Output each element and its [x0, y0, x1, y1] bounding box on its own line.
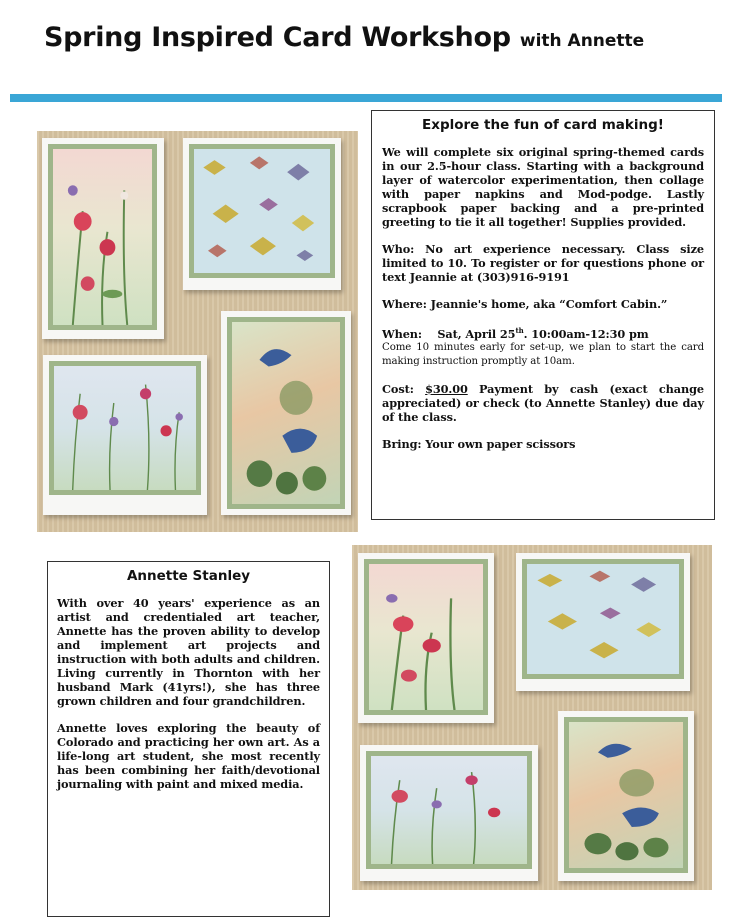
bird-art: [232, 322, 340, 504]
meadow-art-2: [371, 756, 527, 864]
card-butterflies: [183, 138, 341, 290]
info-bring: Bring: Your own paper scissors: [382, 436, 576, 451]
when-date-suffix: th: [515, 326, 524, 335]
cost-label: Cost:: [382, 381, 414, 396]
title-subtitle: with Annette: [519, 31, 645, 51]
card-meadow-2: [360, 745, 538, 881]
bio-paragraph-1: With over 40 years' experience as an artist and credentialed art teacher, Annette has the proven ability to develop and implement art projects and instruction with both adults and children. Living currently in Thornton with her husband Mark (41yrs!), she has three grown children and four grandchildren.: [57, 596, 320, 708]
butterfly-art-2: [527, 564, 679, 674]
butterfly-art: [194, 149, 330, 273]
when-date: Sat, April 25: [437, 326, 516, 341]
card-meadow: [43, 355, 207, 515]
info-intro: We will complete six original spring-themed cards in our 2.5-hour class. Starting with a background layer of watercolor experimentation, then collage with paper napkins and Mod-podge. Lastly scrapbook paper backing and a pre-printed greeting to tie it all together! Supplies provided.: [382, 145, 704, 229]
info-who: Who: No art experience necessary. Class size limited to 10. To register or for questions phone or text Jeannie at (303)916-9191: [382, 242, 704, 284]
workshop-info-box: [371, 110, 715, 520]
when-label: When:: [382, 326, 422, 341]
cost-price: $30.00: [425, 381, 468, 396]
cards-photo-top: [37, 131, 358, 532]
title-main: Spring Inspired Card Workshop: [44, 22, 511, 53]
info-cost: [382, 382, 704, 424]
header-rule: [10, 94, 722, 102]
meadow-art: [54, 366, 196, 490]
floral-art-2: [369, 564, 483, 710]
when-time: . 10:00am-12:30 pm: [523, 326, 649, 341]
card-butterflies-2: [516, 553, 690, 691]
info-where: Where: Jeannie's home, aka “Comfort Cabin.”: [382, 297, 668, 311]
bio-heading: Annette Stanley: [126, 568, 251, 584]
cards-photo-bottom: [352, 545, 712, 890]
cost-text: Payment by cash (exact change appreciated) or check (to Annette Stanley) due day of the class.: [382, 381, 704, 424]
bio-paragraph-2: Annette loves exploring the beauty of Colorado and practicing her own art. As a life-long art student, she most recently has been combining her faith/devotional journaling with paint and mixed media.: [57, 721, 320, 791]
page-title: [44, 22, 644, 53]
bird-art-2: [569, 722, 683, 868]
info-when: [382, 324, 704, 341]
bio-box: [47, 561, 330, 917]
info-heading: Explore the fun of card making!: [422, 117, 664, 133]
card-bird-2: [558, 711, 694, 881]
card-bird: [221, 311, 351, 515]
card-floral: [42, 138, 164, 339]
info-when-note: Come 10 minutes early for set-up, we plan to start the card making instruction promptly at 10am.: [382, 341, 704, 367]
floral-art: [53, 149, 152, 325]
card-floral-2: [358, 553, 494, 723]
